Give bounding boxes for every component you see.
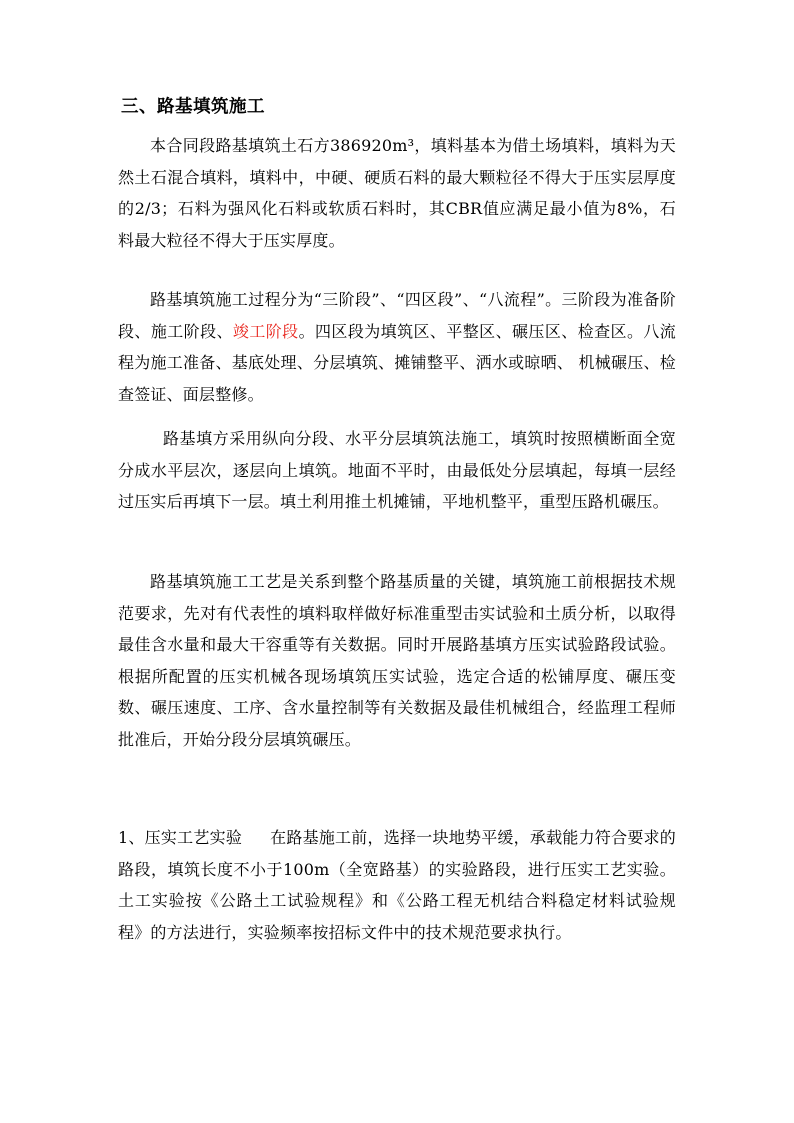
paragraph-text: 路基填筑施工工艺是关系到整个路基质量的关键，填筑施工前根据技术规范要求，先对有代表性的填料取样做好标准重型击实试验和土质分析，以取得最佳含水量和最大干容重等有关数据。同时开展路基填方压实试验路段试验。根据所配置的压实机械各现场填筑压实试验，选定合适的松铺厚度、碾压变数、碾压速度、工序、含水量控制等有关数据及最佳机械组合，经监理工程师批准后，开始分段分层填筑碾压。	[118, 572, 676, 749]
paragraph-text: 本合同段路基填筑土石方386920m³，填料基本为借土场填料，填料为天然土石混合填料，填料中，中硬、硬质石料的最大颗粒径不得大于压实层厚度的2/3；石料为强风化石料或软质石料时，其CBR值应满足最小值为8%，石料最大粒径不得大于压实厚度。	[118, 136, 676, 250]
paragraph-earthwork-volume	[118, 130, 676, 256]
section-heading: 三、路基填筑施工	[121, 97, 265, 117]
paragraph-fill-method	[118, 423, 676, 518]
highlighted-text: 竣工阶段	[232, 321, 299, 341]
paragraph-three-stages	[118, 284, 676, 410]
paragraph-text	[118, 284, 676, 410]
paragraph-process-key	[118, 566, 676, 755]
paragraph-text-end: 。四区段为填筑区、平整区、碾压区、检查区。八流程为施工准备、基底处理、分层填筑、摊铺整平、洒水或晾晒、 机械碾压、检查签证、面层整修。	[118, 321, 676, 404]
numbered-item-body: 在路基施工前，选择一块地势平缓，承载能力符合要求的路段，填筑长度不小于100m（全宽路基）的实验路段，进行压实工艺实验。土工实验按《公路土工试验规程》和《公路工程无机结合料稳定材料试验规程》的方法进行，实验频率按招标文件中的技术规范要求执行。	[118, 828, 676, 942]
paragraph-text	[118, 822, 676, 948]
paragraph-compaction-test	[118, 822, 676, 948]
numbered-item-title: 1、压实工艺实验	[118, 828, 243, 847]
paragraph-text-start: 路基填筑施工过程分为“三阶段”、“四区段”、“八流程”。三阶段为准备阶段、施工阶段、	[118, 290, 676, 341]
paragraph-text: 路基填方采用纵向分段、水平分层填筑法施工，填筑时按照横断面全宽分成水平层次，逐层向上填筑。地面不平时，由最低处分层填起，每填一层经过压实后再填下一层。填土利用推土机摊铺，平地机整平，重型压路机碾压。	[118, 429, 676, 511]
